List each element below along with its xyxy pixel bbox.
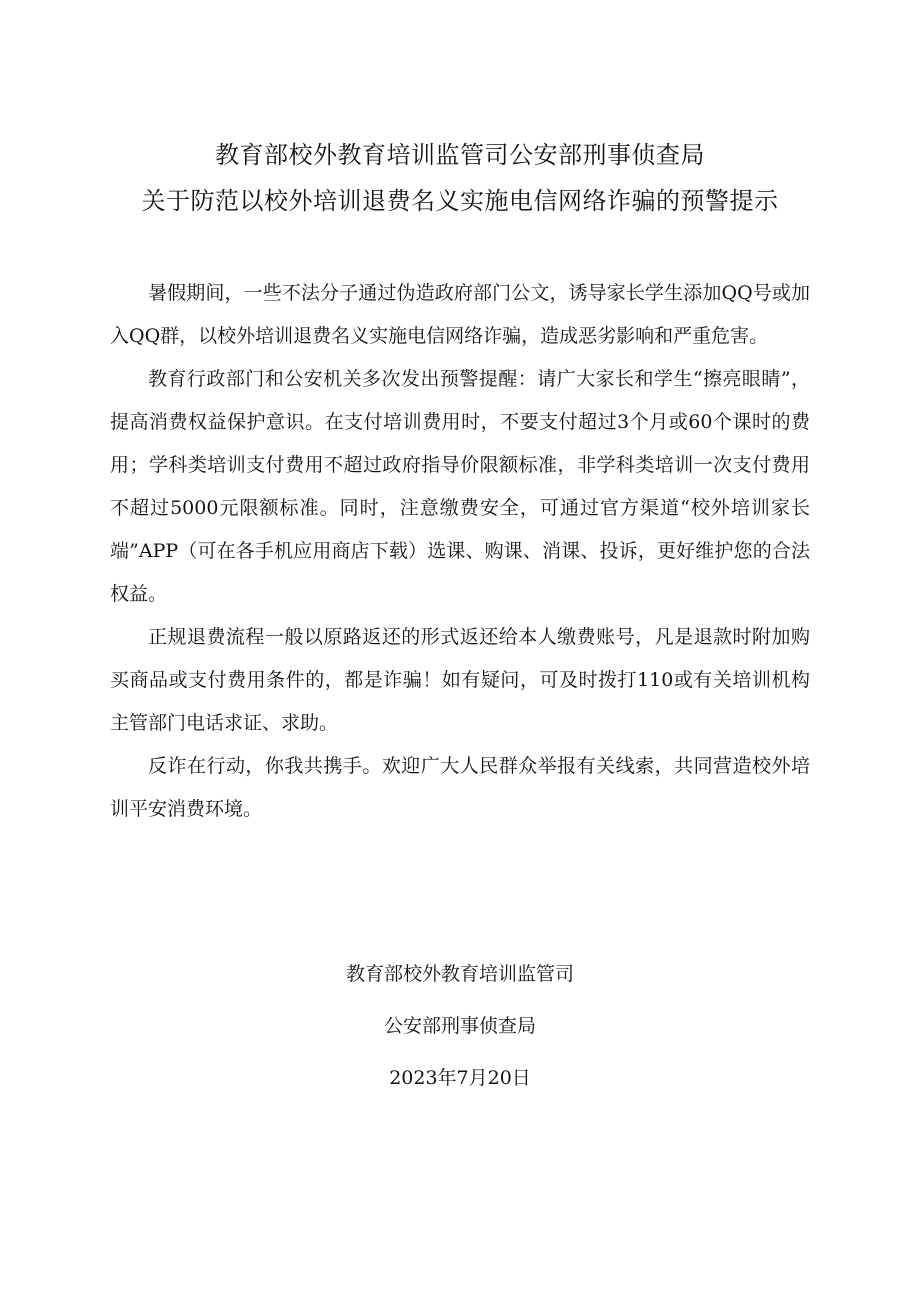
signature-line-2: 公安部刑事侦查局	[383, 1015, 536, 1037]
title-line-subject: 关于防范以校外培训退费名义实施电信网络诈骗的预警提示	[141, 187, 779, 215]
signature-line-1: 教育部校外教育培训监管司	[345, 963, 574, 985]
paragraph-1: 暑假期间，一些不法分子通过伪造政府部门公文，诱导家长学生添加QQ号或加入QQ群，以校外培训退费名义实施电信网络诈骗，造成恶劣影响和严重危害。	[110, 282, 810, 347]
document-body	[110, 272, 810, 831]
document-title	[60, 132, 860, 224]
paragraph-4: 反诈在行动，你我共携手。欢迎广大人民群众举报有关线索，共同营造校外培训平安消费环境。	[110, 755, 810, 820]
document-date: 2023年7月20日	[389, 1067, 531, 1089]
signature-block	[110, 948, 810, 1104]
title-line-issuer: 教育部校外教育培训监管司公安部刑事侦查局	[215, 141, 705, 169]
paragraph-2: 教育行政部门和公安机关多次发出预警提醒：请广大家长和学生“擦亮眼睛”，提高消费权益保护意识。在支付培训费用时，不要支付超过3个月或60个课时的费用；学科类培训支付费用不超过政府指导价限额标准，非学科类培训一次支付费用不超过5000元限额标准。同时，注意缴费安全，可通过官方渠道“校外培训家长端”APP（可在各手机应用商店下载）选课、购课、消课、投诉，更好维护您的合法权益。	[110, 368, 810, 605]
paragraph-3: 正规退费流程一般以原路返还的形式返还给本人缴费账号，凡是退款时附加购买商品或支付费用条件的，都是诈骗！如有疑问，可及时拨打110或有关培训机构主管部门电话求证、求助。	[110, 626, 810, 734]
